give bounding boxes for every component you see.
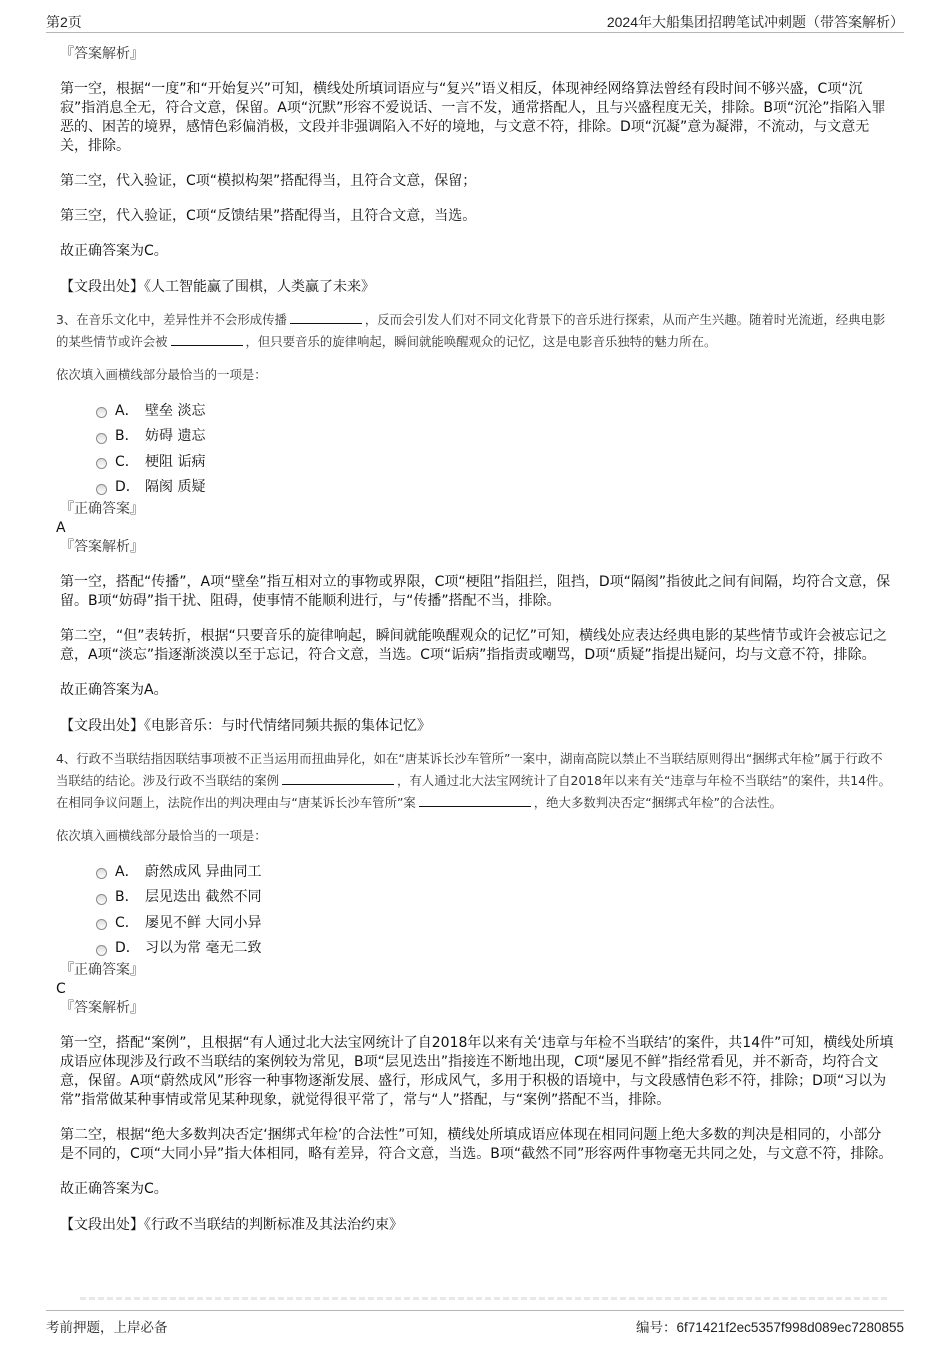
cut-off-text-line <box>80 1297 890 1300</box>
page-content <box>56 44 894 1235</box>
radio-button-icon[interactable] <box>96 433 107 444</box>
option-c[interactable]: C． 梗阻 诟病 <box>96 448 894 474</box>
question-2-analysis <box>56 44 894 297</box>
source-citation: 【文段出处】《行政不当联结的判断标准及其法治约束》 <box>60 1217 403 1233</box>
correct-answer-label: 『正确答案』 <box>60 501 144 517</box>
option-c[interactable]: C． 屡见不鲜 大同小异 <box>96 909 894 935</box>
conclusion: 故正确答案为A。 <box>60 682 168 698</box>
correct-answer: A <box>56 520 66 536</box>
analysis-paragraph: 第二空，代入验证，C项“模拟构架”搭配得当，且符合文意，保留； <box>60 173 477 189</box>
radio-button-icon[interactable] <box>96 894 107 905</box>
conclusion: 故正确答案为C。 <box>60 243 168 259</box>
options-list <box>96 858 894 960</box>
page-footer <box>46 1310 904 1335</box>
document-serial: 编号：6f71421f2ec5357f998d089ec7280855 <box>636 1320 904 1335</box>
analysis-paragraph: 第一空，搭配“案例”，且根据“有人通过北大法宝网统计了自2018年以来有关‘违章与年检不当联结’的案件，共14件”可知，横线处所填成语应体现涉及行政不当联结的案例较为常见，B项“层见迭出”指接连不断地出现，C项“屡见不鲜”指经常看见，并不新奇，均符合文意，保留。A项“蔚然成风”形容一种事物逐渐发展、盛行，形成风气，多用于积极的语境中，与文段感情色彩不符，排除；D项“习以为常”指常做某种事情或常见某种现象，就觉得很平常了，常与“人”搭配，与“案例”搭配不当，排除。 <box>60 1035 894 1108</box>
option-a[interactable]: A． 壁垒 淡忘 <box>96 397 894 423</box>
options-list <box>96 397 894 499</box>
option-b[interactable]: B． 层见迭出 截然不同 <box>96 884 894 910</box>
question-4 <box>56 748 894 1235</box>
question-prompt: 依次填入画横线部分最恰当的一项是： <box>56 828 267 843</box>
footer-slogan: 考前押题，上岸必备 <box>46 1320 168 1335</box>
page-header <box>46 8 904 33</box>
radio-button-icon[interactable] <box>96 458 107 469</box>
analysis-paragraph: 第一空，根据“一度”和“开始复兴”可知，横线处所填词语应与“复兴”语义相反，体现神经网络算法曾经有段时间不够兴盛，C项“沉寂”指消息全无，符合文意，保留。A项“沉默”形容不爱说话、一言不发，通常搭配人，且与兴盛程度无关，排除。B项“沉沦”指陷入罪恶的、困苦的境界，感情色彩偏消极，文段并非强调陷入不好的境地，与文意不符，排除。D项“沉凝”意为凝滞，不流动，与文意无关，排除。 <box>60 81 886 154</box>
option-d[interactable]: D． 习以为常 毫无二致 <box>96 935 894 961</box>
analysis-label: 『答案解析』 <box>60 539 144 555</box>
blank-line <box>290 309 362 324</box>
question-prompt: 依次填入画横线部分最恰当的一项是： <box>56 367 267 382</box>
analysis-label: 『答案解析』 <box>60 1000 144 1016</box>
blank-line <box>282 770 394 785</box>
radio-button-icon[interactable] <box>96 484 107 495</box>
analysis-paragraph: 第二空，根据“绝大多数判决否定‘捆绑式年检’的合法性”可知，横线处所填成语应体现在相同问题上绝大多数的判决是相同的，小部分是不同的，C项“大同小异”指大体相同，略有差异，符合文意，当选。B项“截然不同”形容两件事物毫无共同之处，与文意不符，排除。 <box>60 1127 893 1162</box>
page-number: 第2页 <box>46 14 82 30</box>
question-3 <box>56 309 894 736</box>
analysis-paragraph: 第一空，搭配“传播”，A项“壁垒”指互相对立的事物或界限，C项“梗阻”指阻拦，阻挡，D项“隔阂”指彼此之间有间隔，均符合文意，保留。B项“妨碍”指干扰、阻碍，使事情不能顺利进行，与“传播”搭配不当，排除。 <box>60 574 891 609</box>
blank-line <box>419 792 531 807</box>
analysis-paragraph: 第二空，“但”表转折，根据“只要音乐的旋律响起，瞬间就能唤醒观众的记忆”可知，横线处应表达经典电影的某些情节或许会被忘记之意，A项“淡忘”指逐渐淡漠以至于忘记，符合文意，当选。C项“诟病”指指责或嘲骂，D项“质疑”指提出疑问，均与文意不符，排除。 <box>60 628 888 663</box>
option-d[interactable]: D． 隔阂 质疑 <box>96 474 894 500</box>
conclusion: 故正确答案为C。 <box>60 1181 168 1197</box>
option-a[interactable]: A． 蔚然成风 异曲同工 <box>96 858 894 884</box>
radio-button-icon[interactable] <box>96 945 107 956</box>
option-b[interactable]: B． 妨碍 遗忘 <box>96 423 894 449</box>
question-text: 3、在音乐文化中，差异性并不会形成传播 ，反而会引发人们对不同文化背景下的音乐进行探索，从而产生兴趣。随着时光流逝，经典电影的某些情节或许会被 ，但只要音乐的旋律响起，瞬间就能唤醒观众的记忆，这是电影音乐独特的魅力所在。 <box>56 309 894 353</box>
analysis-paragraph: 第三空，代入验证，C项“反馈结果”搭配得当，且符合文意，当选。 <box>60 208 477 224</box>
radio-button-icon[interactable] <box>96 868 107 879</box>
correct-answer-label: 『正确答案』 <box>60 962 144 978</box>
radio-button-icon[interactable] <box>96 919 107 930</box>
document-title: 2024年大船集团招聘笔试冲刺题（带答案解析） <box>606 14 904 30</box>
source-citation: 【文段出处】《人工智能赢了围棋，人类赢了未来》 <box>60 279 375 295</box>
radio-button-icon[interactable] <box>96 407 107 418</box>
analysis-label: 『答案解析』 <box>60 46 144 62</box>
source-citation: 【文段出处】《电影音乐：与时代情绪同频共振的集体记忆》 <box>60 718 431 734</box>
question-text: 4、行政不当联结指因联结事项被不正当运用而扭曲异化，如在“唐某诉长沙车管所”一案中，湖南高院以禁止不当联结原则得出“捆绑式年检”属于行政不当联结的结论。涉及行政不当联结的案例 ，有人通过北大法宝网统计了自2018年以来有关“违章与年检不当联结”的案件，共14件。在相同争议问题上，法院作出的判决理由与“唐某诉长沙车管所”案 ，绝大多数判决否定“捆绑式年检”的合法性。 <box>56 751 891 810</box>
blank-line <box>171 331 243 346</box>
correct-answer: C <box>56 981 66 997</box>
